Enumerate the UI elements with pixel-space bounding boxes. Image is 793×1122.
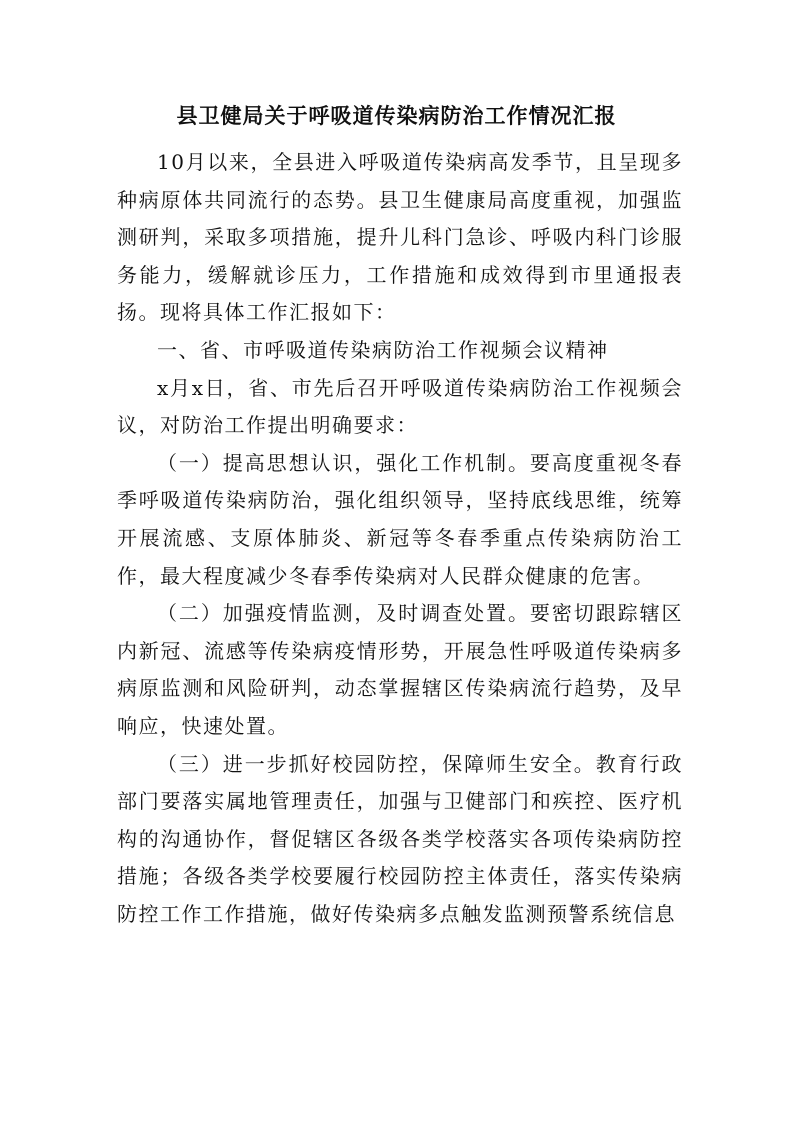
paragraph-item-2: （二）加强疫情监测，及时调查处置。要密切跟踪辖区内新冠、流感等传染病疫情形势，开展急性呼吸道传染病多病原监测和风险研判，动态掌握辖区传染病流行趋势，及早响应，快速处置。 <box>117 601 683 738</box>
paragraph-item-3: （三）进一步抓好校园防控，保障师生安全。教育行政部门要落实属地管理责任，加强与卫健部门和疾控、医疗机构的沟通协作，督促辖区各级各类学校落实各项传染病防控措施；各级各类学校要履行校园防控主体责任，落实传染病防控工作工作措施，做好传染病多点触发监测预警系统信息 <box>117 751 683 926</box>
section-heading-1: 一、省、市呼吸道传染病防治工作视频会议精神 <box>157 337 609 362</box>
paragraph-intro: 10月以来，全县进入呼吸道传染病高发季节，且呈现多种病原体共同流行的态势。县卫生健康局高度重视，加强监测研判，采取多项措施，提升儿科门急诊、呼吸内科门诊服务能力，缓解就诊压力，工作措施和成效得到市里通报表扬。现将具体工作汇报如下： <box>117 150 683 325</box>
paragraph-meeting: x月x日，省、市先后召开呼吸道传染病防治工作视频会议，对防治工作提出明确要求： <box>117 375 683 438</box>
paragraph-item-1: （一）提高思想认识，强化工作机制。要高度重视冬春季呼吸道传染病防治，强化组织领导，坚持底线思维，统筹开展流感、支原体肺炎、新冠等冬春季重点传染病防治工作，最大程度减少冬春季传染病对人民群众健康的危害。 <box>117 450 683 588</box>
document-body <box>117 144 683 933</box>
document-title: 县卫健局关于呼吸道传染病防治工作情况汇报 <box>176 103 617 128</box>
